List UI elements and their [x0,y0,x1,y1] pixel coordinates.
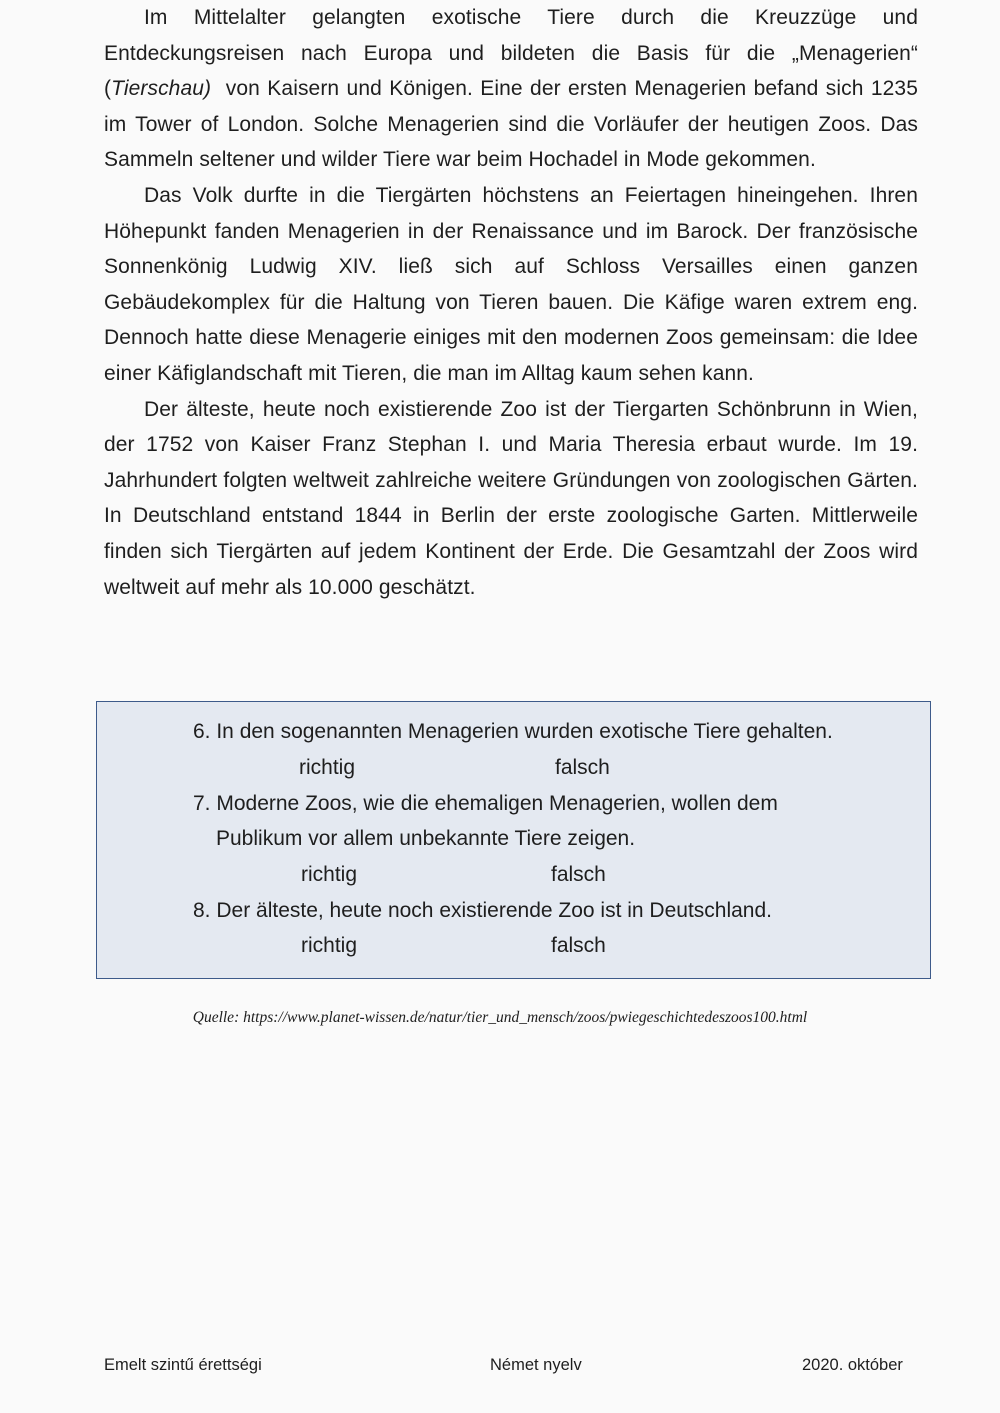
question-6: 6. In den sogenannten Menagerien wurden exotische Tiere gehalten. [193,720,833,743]
q7-option-richtig[interactable]: richtig [301,863,358,886]
q8-option-richtig[interactable]: richtig [301,934,358,957]
q6-option-falsch[interactable]: falsch [555,756,610,779]
footer-subject: Német nyelv [490,1356,582,1374]
paragraph-2: Das Volk durfte in die Tiergärten höchstens an Feiertagen hineingehen. Ihren Höhepunkt fanden Menagerien in der Renaissance und im Barock. Der französische Sonnenkönig Ludwig XIV. ließ sich auf Schloss Versailles einen ganzen Gebäudekomplex für die Haltung von Tieren bauen. Die Käfige waren extrem eng. Dennoch hatte diese Menagerie einiges mit den modernen Zoos gemeinsam: die Idee einer Käfiglandschaft mit Tieren, die man im Alltag kaum sehen kann. [104,183,918,385]
question-7-line-2: Publikum vor allem unbekannte Tiere zeigen. [216,827,636,850]
paragraph-1-start: Im Mittelalter gelangten exotische Tiere durch die Kreuzzüge und Entdeckungsreisen nach Europa und bildeten die Basis für die „Menagerien“ ( [104,6,918,101]
paragraph-3: Der älteste, heute noch existierende Zoo ist der Tiergarten Schönbrunn in Wien, der 1752 von Kaiser Franz Stephan I. und Maria Theresia erbaut wurde. Im 19. Jahrhundert folgten weltweit zahlreiche weitere Gründungen von zoologischen Gärten. In Deutschland entstand 1844 in Berlin der erste zoologische Garten. Mittlerweile finden sich Tiergärten auf jedem Kontinent der Erde. Die Gesamtzahl der Zoos wird weltweit auf mehr als 10.000 geschätzt. [104,397,918,599]
footer-exam-level: Emelt szintű érettségi [104,1356,262,1374]
quiz-box [96,701,931,979]
q7-option-falsch[interactable]: falsch [551,863,606,886]
q6-option-richtig[interactable]: richtig [299,756,356,779]
q8-option-falsch[interactable]: falsch [551,934,606,957]
paragraph-1 [104,0,918,178]
reading-text [104,0,918,605]
italic-term: Tierschau) [111,77,212,101]
question-8: 8. Der älteste, heute noch existierende Zoo ist in Deutschland. [193,899,772,922]
footer-date: 2020. október [802,1356,903,1374]
paragraph-1-end: von Kaisern und Königen. Eine der ersten Menagerien befand sich 1235 im Tower of London. Solche Menagerien sind die Vorläufer der heutigen Zoos. Das Sammeln seltener und wilder Tiere war beim Hochadel in Mode gekommen. [104,77,918,172]
source-citation: Quelle: https://www.planet-wissen.de/natur/tier_und_mensch/zoos/pwiegeschichtedeszoos100.html [192,1009,808,1026]
question-7-line-1: 7. Moderne Zoos, wie die ehemaligen Menagerien, wollen dem [193,792,778,815]
